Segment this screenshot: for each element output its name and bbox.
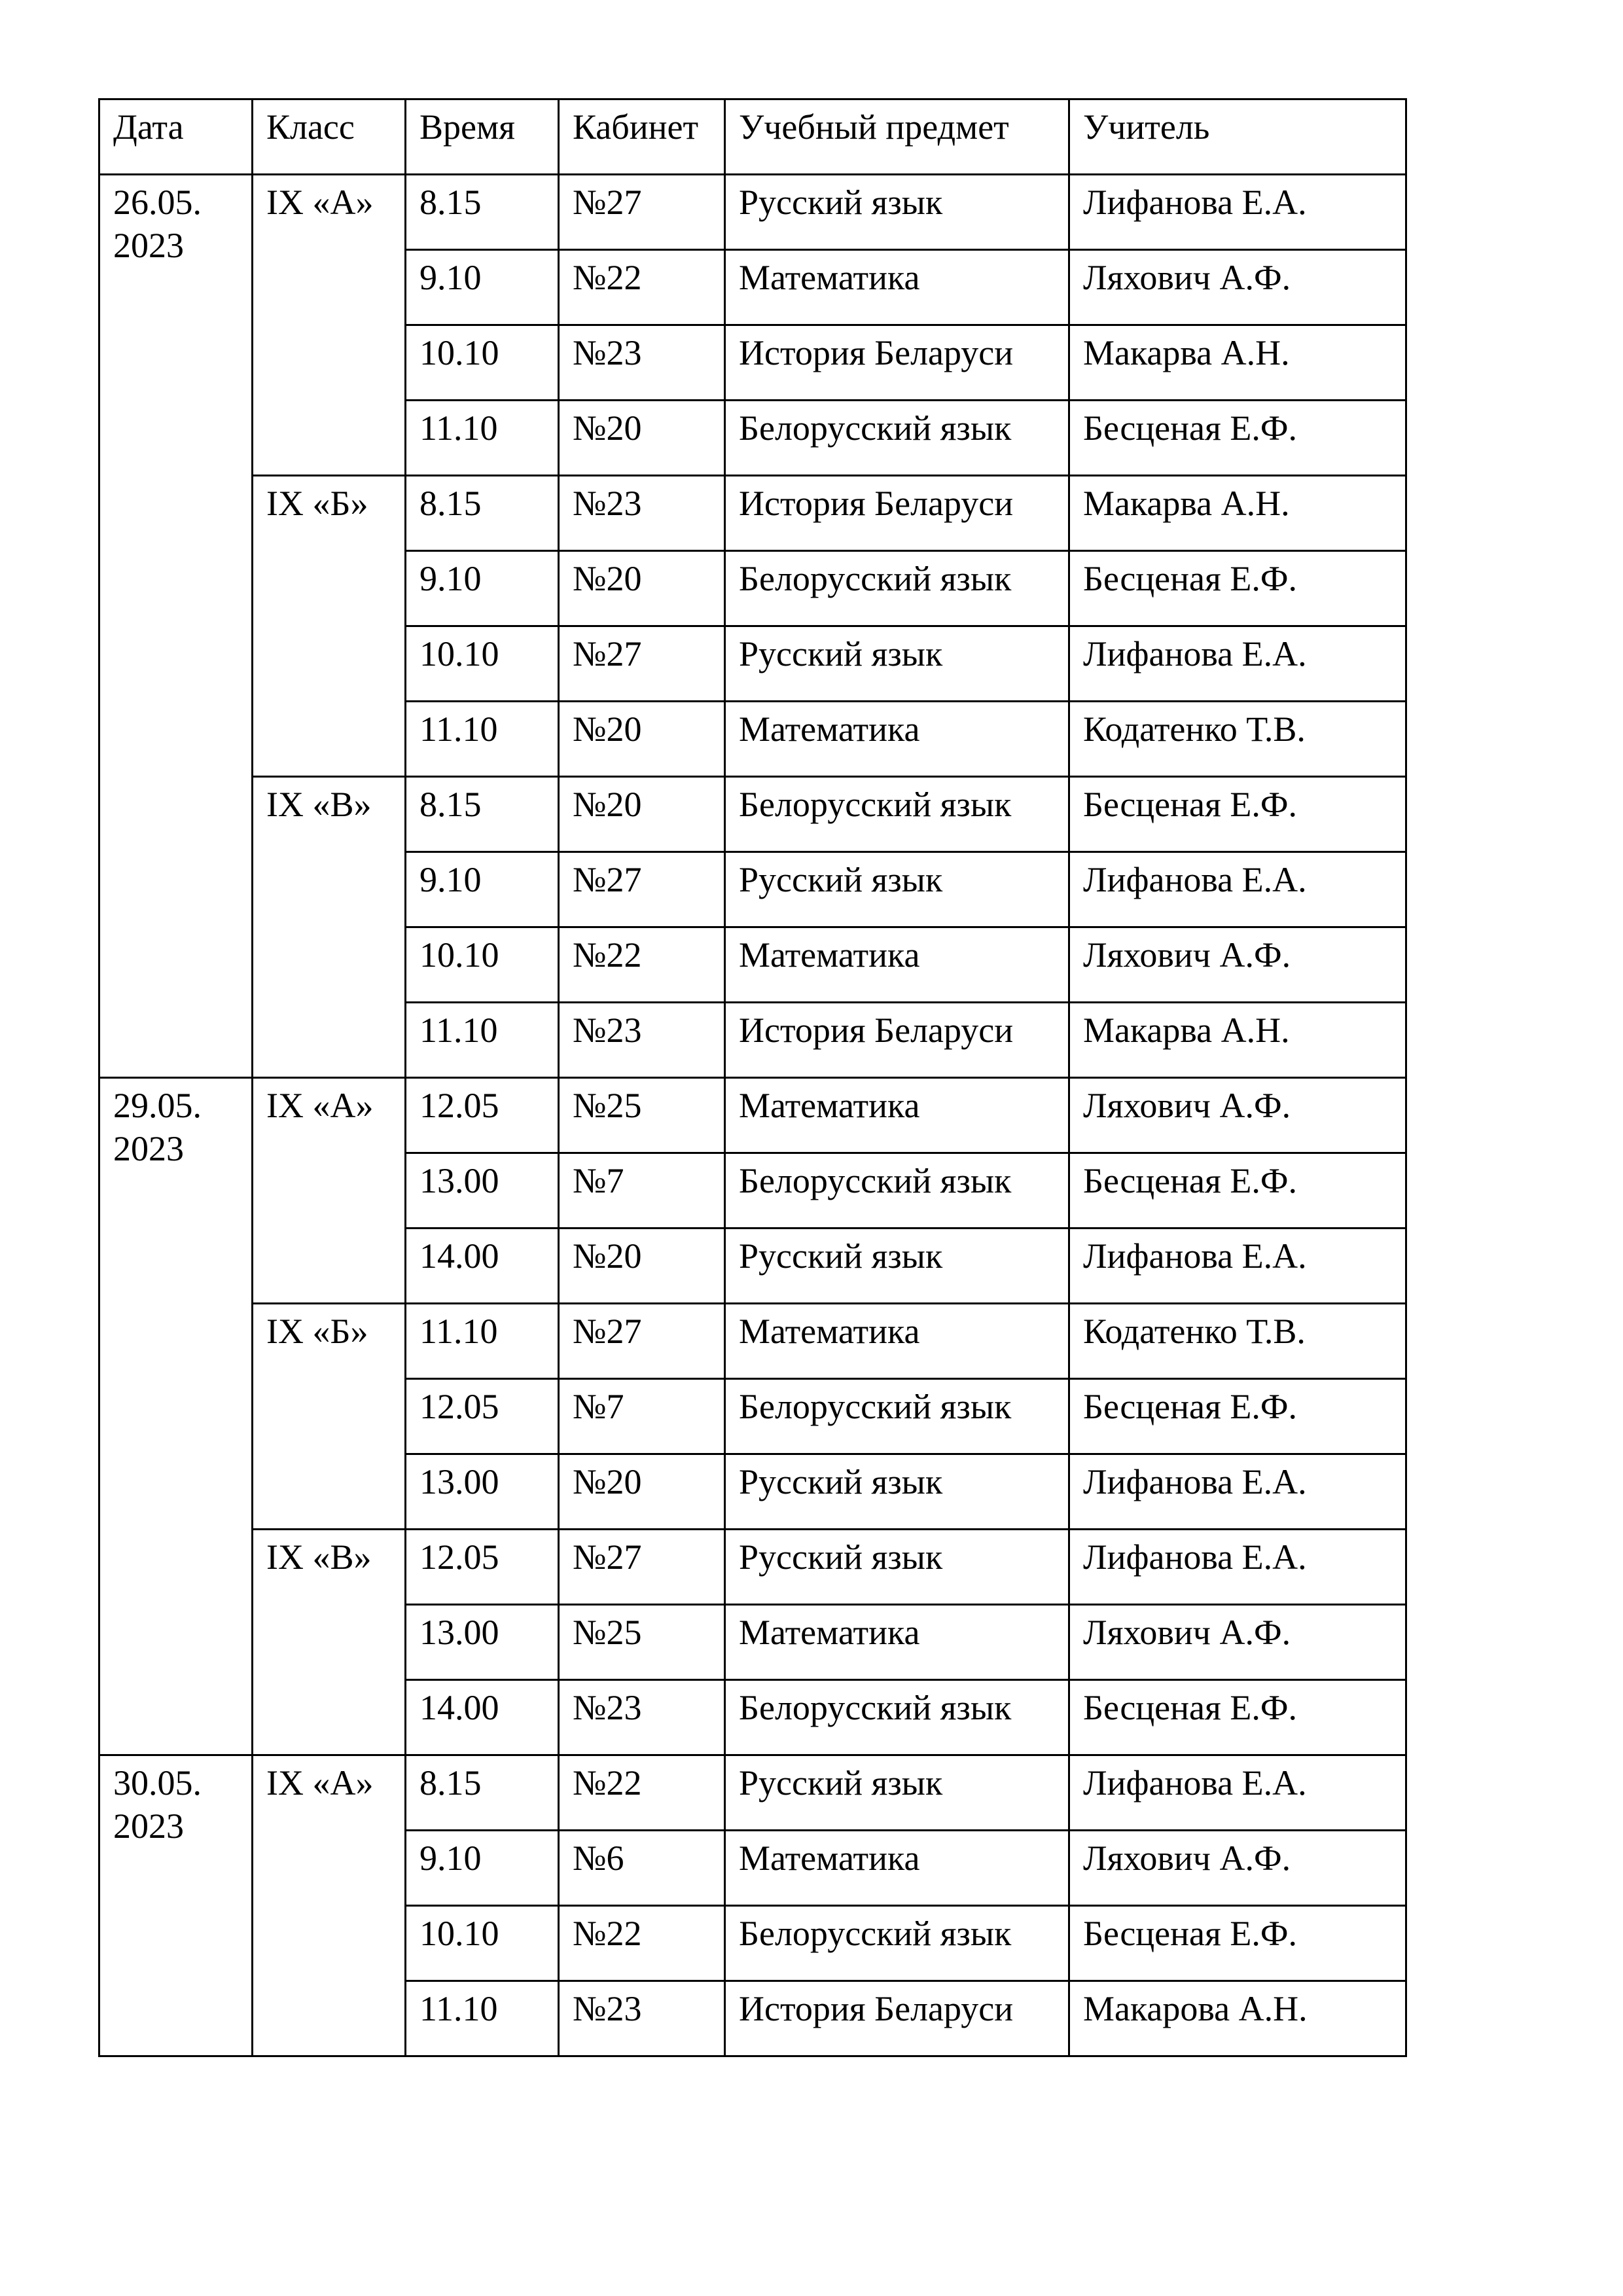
room-cell: №25: [559, 1605, 725, 1680]
time-cell: 10.10: [406, 927, 559, 1003]
room-cell: №22: [559, 250, 725, 325]
room-cell: №20: [559, 401, 725, 476]
time-cell: 8.15: [406, 777, 559, 852]
room-cell: №27: [559, 626, 725, 702]
subject-cell: Математика: [725, 1078, 1069, 1153]
time-cell: 13.00: [406, 1153, 559, 1229]
time-cell: 10.10: [406, 1906, 559, 1981]
header-subject: Учебный предмет: [725, 99, 1069, 175]
teacher-cell: Ляхович А.Ф.: [1069, 1078, 1406, 1153]
subject-cell: Белорусский язык: [725, 1153, 1069, 1229]
teacher-cell: Макарва А.Н.: [1069, 1003, 1406, 1078]
room-cell: №20: [559, 1454, 725, 1530]
teacher-cell: Бесценая Е.Ф.: [1069, 551, 1406, 626]
time-cell: 11.10: [406, 401, 559, 476]
header-time: Время: [406, 99, 559, 175]
teacher-cell: Макарва А.Н.: [1069, 476, 1406, 551]
room-cell: №20: [559, 551, 725, 626]
date-year: 2023: [113, 1806, 184, 1846]
time-cell: 13.00: [406, 1454, 559, 1530]
teacher-cell: Лифанова Е.А.: [1069, 1530, 1406, 1605]
subject-cell: Математика: [725, 1605, 1069, 1680]
time-cell: 8.15: [406, 1755, 559, 1831]
room-cell: №25: [559, 1078, 725, 1153]
time-cell: 12.05: [406, 1078, 559, 1153]
date-day-month: 29.05.: [113, 1086, 202, 1125]
date-cell: [99, 1755, 253, 2056]
time-cell: 12.05: [406, 1530, 559, 1605]
time-cell: 13.00: [406, 1605, 559, 1680]
teacher-cell: Лифанова Е.А.: [1069, 852, 1406, 927]
subject-cell: Русский язык: [725, 175, 1069, 250]
header-row: [99, 99, 1406, 175]
class-cell: IX «Б»: [253, 1304, 406, 1530]
header-date: Дата: [99, 99, 253, 175]
class-cell: IX «Б»: [253, 476, 406, 777]
time-cell: 9.10: [406, 551, 559, 626]
teacher-cell: Ляхович А.Ф.: [1069, 927, 1406, 1003]
subject-cell: Русский язык: [725, 1229, 1069, 1304]
subject-cell: Математика: [725, 927, 1069, 1003]
room-cell: №7: [559, 1379, 725, 1454]
subject-cell: Белорусский язык: [725, 777, 1069, 852]
class-cell: IX «В»: [253, 1530, 406, 1755]
time-cell: 8.15: [406, 175, 559, 250]
teacher-cell: Бесценая Е.Ф.: [1069, 1906, 1406, 1981]
subject-cell: Белорусский язык: [725, 1680, 1069, 1755]
class-cell: IX «А»: [253, 1078, 406, 1304]
date-cell: [99, 175, 253, 1078]
time-cell: 9.10: [406, 852, 559, 927]
teacher-cell: Кодатенко Т.В.: [1069, 1304, 1406, 1379]
subject-cell: История Беларуси: [725, 476, 1069, 551]
subject-cell: Белорусский язык: [725, 1906, 1069, 1981]
subject-cell: Русский язык: [725, 1755, 1069, 1831]
room-cell: №23: [559, 325, 725, 401]
room-cell: №27: [559, 1530, 725, 1605]
schedule-body: [99, 175, 1406, 2056]
subject-cell: Математика: [725, 702, 1069, 777]
class-cell: IX «А»: [253, 1755, 406, 2056]
table-row: [99, 1530, 1406, 1605]
teacher-cell: Лифанова Е.А.: [1069, 1454, 1406, 1530]
time-cell: 11.10: [406, 1003, 559, 1078]
teacher-cell: Бесценая Е.Ф.: [1069, 401, 1406, 476]
room-cell: №22: [559, 1906, 725, 1981]
table-row: [99, 1755, 1406, 1831]
date-year: 2023: [113, 1129, 184, 1168]
table-row: [99, 175, 1406, 250]
room-cell: №27: [559, 852, 725, 927]
teacher-cell: Ляхович А.Ф.: [1069, 1605, 1406, 1680]
subject-cell: История Беларуси: [725, 1003, 1069, 1078]
subject-cell: Русский язык: [725, 626, 1069, 702]
room-cell: №7: [559, 1153, 725, 1229]
room-cell: №6: [559, 1831, 725, 1906]
time-cell: 9.10: [406, 1831, 559, 1906]
time-cell: 11.10: [406, 1304, 559, 1379]
time-cell: 12.05: [406, 1379, 559, 1454]
date-day-month: 30.05.: [113, 1763, 202, 1803]
subject-cell: Русский язык: [725, 1454, 1069, 1530]
time-cell: 11.10: [406, 702, 559, 777]
time-cell: 14.00: [406, 1680, 559, 1755]
date-day-month: 26.05.: [113, 183, 202, 222]
teacher-cell: Бесценая Е.Ф.: [1069, 1379, 1406, 1454]
room-cell: №20: [559, 702, 725, 777]
subject-cell: Математика: [725, 1304, 1069, 1379]
class-cell: IX «В»: [253, 777, 406, 1078]
teacher-cell: Кодатенко Т.В.: [1069, 702, 1406, 777]
date-year: 2023: [113, 226, 184, 265]
header-room: Кабинет: [559, 99, 725, 175]
table-row: [99, 476, 1406, 551]
time-cell: 10.10: [406, 325, 559, 401]
teacher-cell: Лифанова Е.А.: [1069, 1229, 1406, 1304]
time-cell: 11.10: [406, 1981, 559, 2056]
teacher-cell: Лифанова Е.А.: [1069, 626, 1406, 702]
room-cell: №20: [559, 777, 725, 852]
teacher-cell: Бесценая Е.Ф.: [1069, 777, 1406, 852]
room-cell: №23: [559, 1003, 725, 1078]
room-cell: №23: [559, 1981, 725, 2056]
teacher-cell: Бесценая Е.Ф.: [1069, 1153, 1406, 1229]
time-cell: 9.10: [406, 250, 559, 325]
time-cell: 14.00: [406, 1229, 559, 1304]
time-cell: 10.10: [406, 626, 559, 702]
room-cell: №22: [559, 927, 725, 1003]
subject-cell: Русский язык: [725, 1530, 1069, 1605]
table-row: [99, 1304, 1406, 1379]
exam-schedule-table: [98, 98, 1407, 2057]
class-cell: IX «А»: [253, 175, 406, 476]
date-cell: [99, 1078, 253, 1755]
subject-cell: Математика: [725, 250, 1069, 325]
teacher-cell: Макарова А.Н.: [1069, 1981, 1406, 2056]
table-row: [99, 777, 1406, 852]
time-cell: 8.15: [406, 476, 559, 551]
subject-cell: Математика: [725, 1831, 1069, 1906]
subject-cell: Белорусский язык: [725, 401, 1069, 476]
teacher-cell: Ляхович А.Ф.: [1069, 1831, 1406, 1906]
subject-cell: Белорусский язык: [725, 551, 1069, 626]
room-cell: №23: [559, 1680, 725, 1755]
room-cell: №23: [559, 476, 725, 551]
header-class: Класс: [253, 99, 406, 175]
header-teacher: Учитель: [1069, 99, 1406, 175]
subject-cell: Русский язык: [725, 852, 1069, 927]
room-cell: №27: [559, 175, 725, 250]
room-cell: №27: [559, 1304, 725, 1379]
room-cell: №20: [559, 1229, 725, 1304]
table-row: [99, 1078, 1406, 1153]
room-cell: №22: [559, 1755, 725, 1831]
subject-cell: История Беларуси: [725, 1981, 1069, 2056]
teacher-cell: Ляхович А.Ф.: [1069, 250, 1406, 325]
teacher-cell: Макарва А.Н.: [1069, 325, 1406, 401]
teacher-cell: Лифанова Е.А.: [1069, 1755, 1406, 1831]
teacher-cell: Лифанова Е.А.: [1069, 175, 1406, 250]
subject-cell: История Беларуси: [725, 325, 1069, 401]
subject-cell: Белорусский язык: [725, 1379, 1069, 1454]
teacher-cell: Бесценая Е.Ф.: [1069, 1680, 1406, 1755]
